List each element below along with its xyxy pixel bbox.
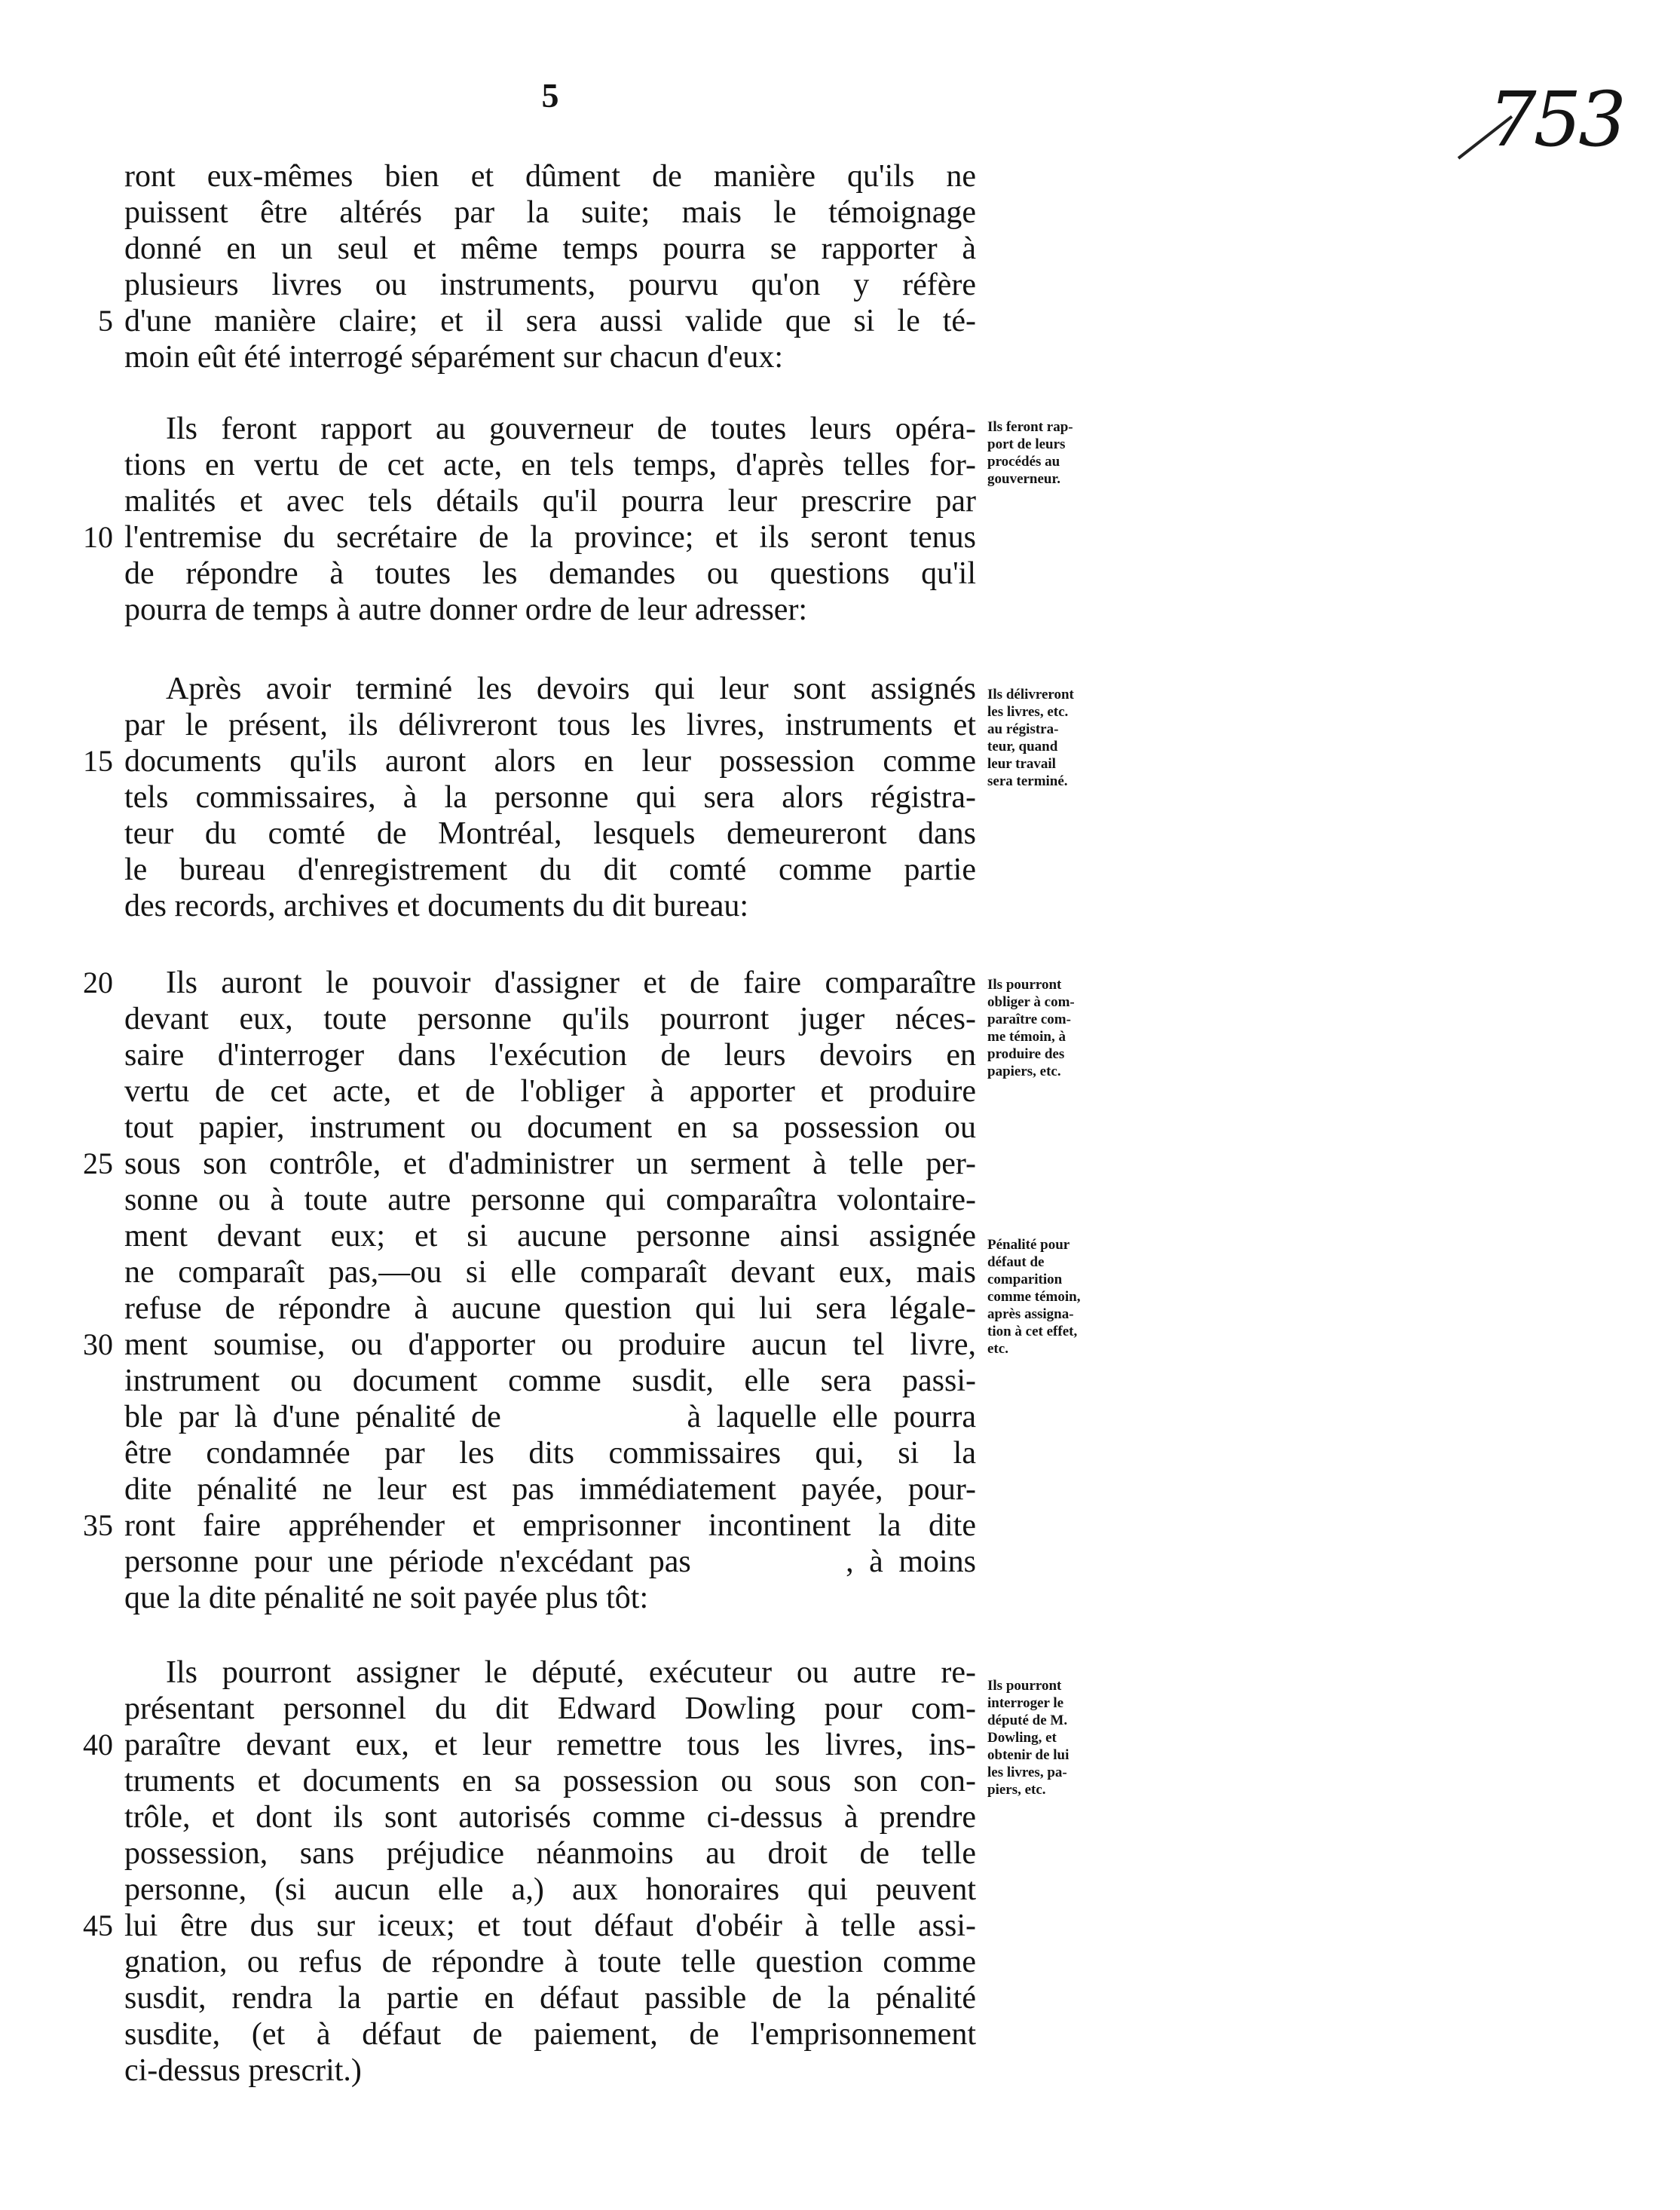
- text-line: dite pénalité ne leur est pas immédiatement payée, pour-: [124, 1472, 976, 1507]
- text-line: ble par là d'une pénalité de à laquelle elle pourra: [124, 1400, 976, 1434]
- text-line: documents qu'ils auront alors en leur possession comme: [124, 744, 976, 779]
- text-line: susdite, (et à défaut de paiement, de l'emprisonnement: [124, 2017, 976, 2052]
- text-line: présentant personnel du dit Edward Dowling pour com-: [124, 1691, 976, 1726]
- line-number: 20: [83, 966, 113, 999]
- text-line: sonne ou à toute autre personne qui comparaîtra volontaire-: [124, 1183, 976, 1217]
- text-line: paraître devant eux, et leur remettre tous les livres, ins-: [124, 1728, 976, 1762]
- margin-note-line: teur, quand: [987, 739, 1058, 755]
- text-line: personne, (si aucun elle a,) aux honoraires qui peuvent: [124, 1872, 976, 1907]
- text-line: sous son contrôle, et d'administrer un serment à telle per-: [124, 1146, 976, 1181]
- folio-number: 753: [1489, 75, 1623, 164]
- handwritten-folio: [1428, 75, 1624, 173]
- text-line: par le présent, ils délivreront tous les livres, instruments et: [124, 708, 976, 742]
- margin-note-line: après assigna-: [987, 1306, 1074, 1322]
- text-line: moin eût été interrogé séparément sur chacun d'eux:: [124, 340, 784, 375]
- text-line: l'entremise du secrétaire de la province; et ils seront tenus: [124, 520, 976, 555]
- text-line: gnation, ou refus de répondre à toute telle question comme: [124, 1945, 976, 1979]
- margin-note-line: gouverneur.: [987, 471, 1060, 487]
- line-number: 10: [83, 520, 113, 554]
- line-number: 35: [83, 1508, 113, 1542]
- page-number: 5: [541, 76, 559, 115]
- text-line: ment devant eux; et si aucune personne ainsi assignée: [124, 1219, 976, 1253]
- margin-note-line: défaut de: [987, 1254, 1045, 1270]
- margin-note-line: Ils pourront: [987, 1678, 1062, 1694]
- line-number: 25: [83, 1146, 113, 1180]
- text-line: Ils pourront assigner le député, exécuteur ou autre re-: [166, 1655, 976, 1690]
- paragraph-3: [124, 671, 976, 924]
- line-number: 30: [83, 1327, 113, 1361]
- margin-note-line: obliger à com-: [987, 994, 1075, 1010]
- text-line: le bureau d'enregistrement du dit comté comme partie: [124, 852, 976, 887]
- text-line: Ils auront le pouvoir d'assigner et de faire comparaître: [166, 966, 976, 1000]
- margin-note-line: sera terminé.: [987, 773, 1068, 789]
- margin-note-line: les livres, pa-: [987, 1765, 1067, 1780]
- margin-note-2: [987, 686, 1138, 790]
- margin-note-line: Ils pourront: [987, 977, 1062, 993]
- paragraph-1: [124, 158, 976, 375]
- text-line: que la dite pénalité ne soit payée plus tôt:: [124, 1581, 649, 1615]
- text-line: trôle, et dont ils sont autorisés comme ci-dessus à prendre: [124, 1800, 976, 1835]
- text-line: teur du comté de Montréal, lesquels demeureront dans: [124, 816, 976, 851]
- paragraph-4: [124, 965, 976, 1616]
- text-line: tout papier, instrument ou document en sa possession ou: [124, 1110, 976, 1145]
- text-line: être condamnée par les dits commissaires qui, si la: [124, 1436, 976, 1471]
- text-line: d'une manière claire; et il sera aussi valide que si le té-: [124, 304, 976, 338]
- line-number: 40: [83, 1728, 113, 1762]
- text-line: refuse de répondre à aucune question qui lui sera légale-: [124, 1291, 976, 1326]
- text-line: devant eux, toute personne qu'ils pourront juger néces-: [124, 1002, 976, 1036]
- margin-note-line: piers, etc.: [987, 1782, 1046, 1798]
- margin-note-3: [987, 976, 1138, 1080]
- paragraph-5: [124, 1654, 976, 2089]
- text-line: tels commissaires, à la personne qui sera alors régistra-: [124, 780, 976, 815]
- margin-note-line: Pénalité pour: [987, 1237, 1070, 1253]
- margin-note-4: [987, 1236, 1138, 1358]
- text-line: instrument ou document comme susdit, elle sera passi-: [124, 1364, 976, 1398]
- margin-note-line: comparition: [987, 1272, 1063, 1287]
- margin-note-line: me témoin, à: [987, 1029, 1066, 1045]
- text-line: tions en vertu de cet acte, en tels temps, d'après telles for-: [124, 448, 976, 482]
- margin-note-line: interroger le: [987, 1695, 1064, 1711]
- margin-note-line: etc.: [987, 1341, 1008, 1357]
- text-line: ne comparaît pas,—ou si elle comparaît devant eux, mais: [124, 1255, 976, 1290]
- margin-note-line: procédés au: [987, 454, 1060, 470]
- text-line: vertu de cet acte, et de l'obliger à apporter et produire: [124, 1074, 976, 1109]
- text-line: ront faire appréhender et emprisonner incontinent la dite: [124, 1508, 976, 1543]
- margin-note-line: au régistra-: [987, 721, 1059, 737]
- text-line: de répondre à toutes les demandes ou questions qu'il: [124, 556, 976, 591]
- text-line: donné en un seul et même temps pourra se rapporter à: [124, 231, 976, 266]
- margin-note-line: produire des: [987, 1046, 1065, 1062]
- margin-note-line: papiers, etc.: [987, 1064, 1061, 1079]
- margin-note-line: député de M.: [987, 1713, 1068, 1728]
- text-line: personne pour une période n'excédant pas , à moins: [124, 1544, 976, 1579]
- text-line: malités et avec tels détails qu'il pourra leur prescrire par: [124, 484, 976, 519]
- text-line: susdit, rendra la partie en défaut passible de la pénalité: [124, 1981, 976, 2016]
- text-line: ment soumise, ou d'apporter ou produire aucun tel livre,: [124, 1327, 976, 1362]
- margin-note-1: [987, 418, 1138, 488]
- margin-note-line: leur travail: [987, 756, 1056, 772]
- text-line: des records, archives et documents du dit bureau:: [124, 889, 749, 923]
- paragraph-2: [124, 411, 976, 628]
- margin-note-line: les livres, etc.: [987, 704, 1069, 720]
- margin-note-line: tion à cet effet,: [987, 1324, 1078, 1339]
- line-number: 5: [98, 304, 113, 338]
- margin-note-line: port de leurs: [987, 436, 1066, 452]
- text-line: truments et documents en sa possession ou sous son con-: [124, 1764, 976, 1798]
- margin-note-line: paraître com-: [987, 1012, 1071, 1027]
- text-line: Après avoir terminé les devoirs qui leur sont assignés: [166, 672, 976, 706]
- margin-note-line: Dowling, et: [987, 1730, 1057, 1746]
- text-line: pourra de temps à autre donner ordre de leur adresser:: [124, 592, 808, 627]
- margin-note-line: comme témoin,: [987, 1289, 1081, 1305]
- text-line: saire d'interroger dans l'exécution de leurs devoirs en: [124, 1038, 976, 1073]
- text-line: ci-dessus prescrit.): [124, 2053, 362, 2088]
- margin-note-line: Ils délivreront: [987, 687, 1074, 702]
- margin-note-line: obtenir de lui: [987, 1747, 1070, 1763]
- text-line: plusieurs livres ou instruments, pourvu qu'on y réfère: [124, 268, 976, 302]
- text-line: Ils feront rapport au gouverneur de toutes leurs opéra-: [166, 412, 976, 446]
- margin-note-5: [987, 1677, 1138, 1798]
- text-line: lui être dus sur iceux; et tout défaut d'obéir à telle assi-: [124, 1908, 976, 1943]
- line-number: 15: [83, 744, 113, 778]
- text-line: ront eux-mêmes bien et dûment de manière qu'ils ne: [124, 159, 976, 194]
- text-line: possession, sans préjudice néanmoins au droit de telle: [124, 1836, 976, 1871]
- margin-note-line: Ils feront rap-: [987, 419, 1073, 435]
- text-line: puissent être altérés par la suite; mais le témoignage: [124, 195, 976, 230]
- line-number: 45: [83, 1908, 113, 1942]
